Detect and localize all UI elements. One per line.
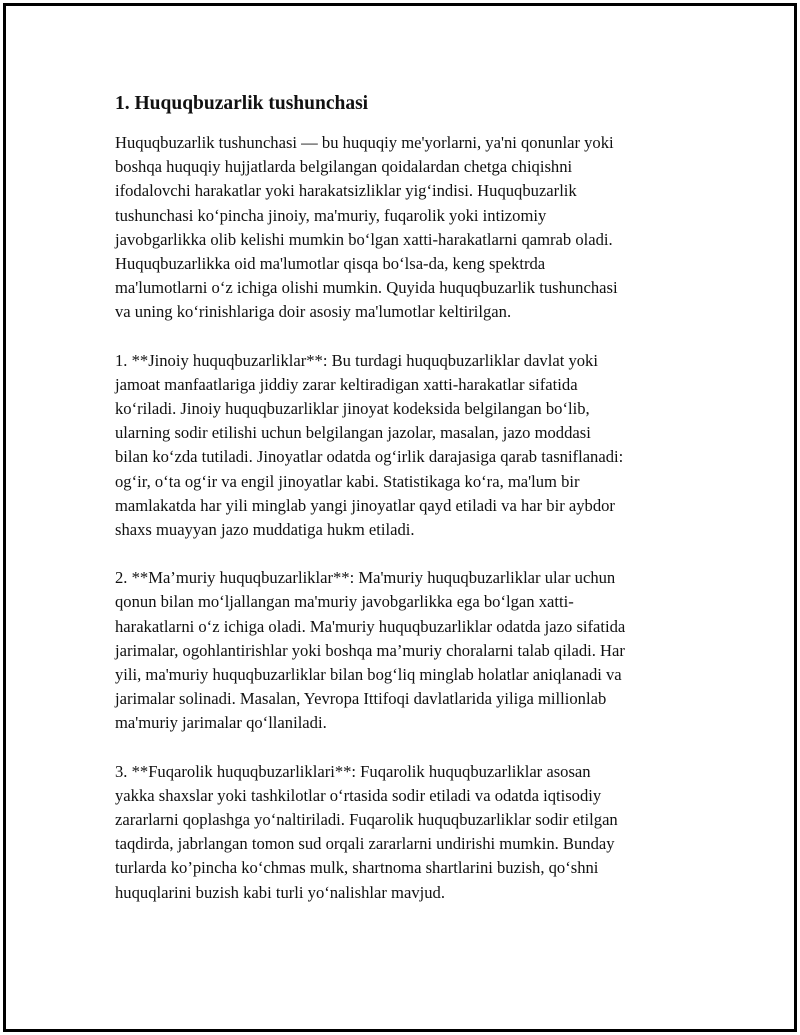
document-body: [115, 91, 695, 929]
intro-paragraph: Huquqbuzarlik tushunchasi — bu huquqiy me'yorlarni, ya'ni qonunlar yoki boshqa huquqiy hujjatlarda belgilangan qoidalardan chetga chiqishni ifodalovchi harakatlar yoki harakatsizliklar yig‘indisi. Huquqbuzarlik tushunchasi ko‘pincha jinoiy, ma'muriy, fuqarolik yoki intizomiy javobgarlikka olib kelishi mumkin bo‘lgan xatti-harakatlarni qamrab oladi. Huquqbuzarlikka oid ma'lumotlar qisqa bo‘lsa-da, keng spektrda ma'lumotlarni o‘z ichiga olishi mumkin. Quyida huquqbuzarlik tushunchasi va uning ko‘rinishlariga doir asosiy ma'lumotlar keltirilgan.: [115, 133, 618, 322]
section-title: 1. Huquqbuzarlik tushunchasi: [115, 93, 369, 114]
civil-offenses-paragraph: 3. **Fuqarolik huquqbuzarliklari**: Fuqarolik huquqbuzarliklar asosan yakka shaxslar yoki tashkilotlar o‘rtasida sodir etiladi va odatda iqtisodiy zararlarni qoplashga yo‘naltiriladi. Fuqarolik huquqbuzarliklar sodir etilgan taqdirda, jabrlangan tomon sud orqali zararlarni undirishi mumkin. Bunday turlarda ko’pincha ko‘chmas mulk, shartnoma shartlarini buzish, qo‘shni huquqlarini buzish kabi turli yo‘nalishlar mavjud.: [115, 761, 618, 902]
administrative-offenses-paragraph: 2. **Ma’muriy huquqbuzarliklar**: Ma'muriy huquqbuzarliklar ular uchun qonun bilan mo‘ljallangan ma'muriy javobgarlikka ega bo‘lgan xatti- harakatlarni o‘z ichiga oladi. Ma'muriy huquqbuzarliklar odatda jazo sifatida jarimalar, ogohlantirishlar yoki boshqa ma’muriy choralarni talab qiladi. Har yili, ma'muriy huquqbuzarliklar bilan bog‘liq minglab holatlar aniqlanadi va jarimalar solinadi. Masalan, Yevropa Ittifoqi davlatlarida yiliga millionlab ma'muriy jarimalar qo‘llaniladi.: [115, 568, 626, 733]
criminal-offenses-paragraph: 1. **Jinoiy huquqbuzarliklar**: Bu turdagi huquqbuzarliklar davlat yoki jamoat manfaatlariga jiddiy zarar keltiradigan xatti-harakatlar sifatida ko‘riladi. Jinoiy huquqbuzarliklar jinoyat kodeksida belgilangan bo‘lib, ularning sodir etilishi uchun belgilangan jazolar, masalan, jazo moddasi bilan ko‘zda tutiladi. Jinoyatlar odatda og‘irlik darajasiga qarab tasniflanadi: og‘ir, o‘ta og‘ir va engil jinoyatlar kabi. Statistikaga ko‘ra, ma'lum bir mamlakatda har yili minglab yangi jinoyatlar qayd etiladi va har bir aybdor shaxs muayyan jazo muddatiga hukm etiladi.: [115, 350, 624, 540]
